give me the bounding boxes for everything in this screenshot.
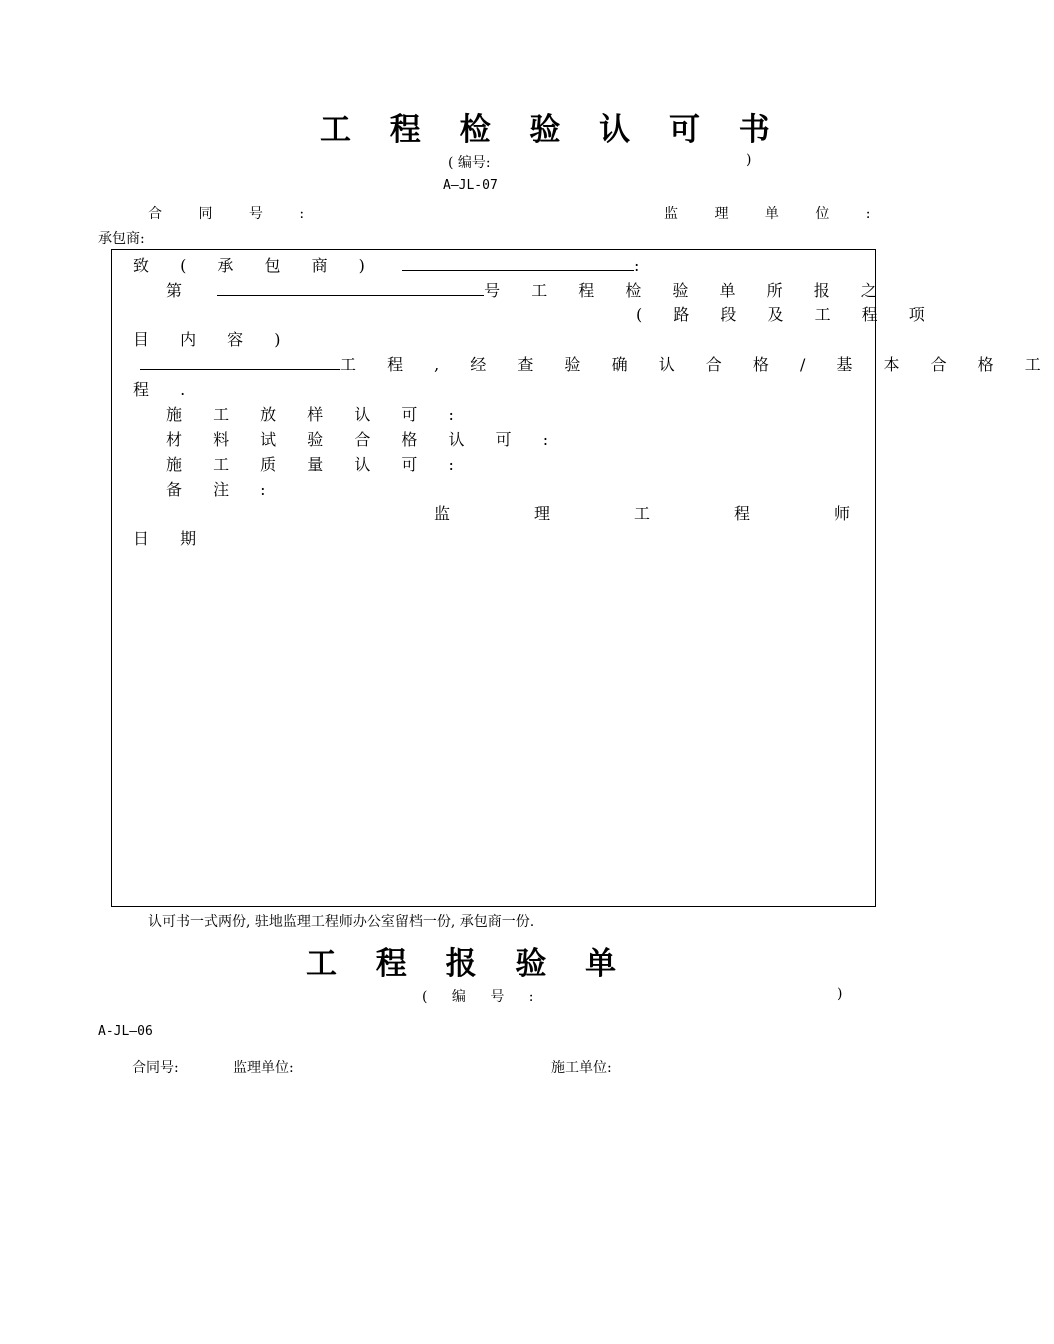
doc1-to-blank	[402, 255, 634, 271]
doc1-item-material: 材 料 试 验 合 格 认 可 :	[166, 430, 562, 449]
doc1-result-text: 工 程 , 经 查 验 确 认 合 格 / 基 本 合 格 工	[340, 355, 1054, 374]
doc1-to-prefix: 致 ( 承 包 商 )	[133, 256, 378, 275]
doc2-number-label: ( 编 号 :	[422, 989, 544, 1005]
doc1-section-cont: 目 内 容 )	[133, 330, 294, 349]
doc1-number-line	[166, 278, 890, 301]
doc1-number-close: )	[746, 152, 752, 168]
doc1-to-suffix: :	[634, 256, 653, 275]
doc1-engineer-2: 理	[534, 504, 551, 523]
doc1-project-blank	[140, 354, 340, 370]
doc1-contract-label: 合 同 号 :	[148, 206, 321, 222]
doc1-supervisor-label: 监 理 单 位 :	[664, 206, 887, 222]
doc1-remarks: 备 注 :	[166, 480, 279, 499]
doc2-title: 工 程 报 验 单	[306, 946, 631, 982]
doc1-engineer-1: 监	[434, 504, 451, 523]
doc1-no-prefix: 第	[166, 281, 196, 300]
doc2-contract-label: 合同号:	[132, 1060, 179, 1076]
doc1-to-line	[133, 253, 652, 276]
doc1-no-blank	[217, 280, 484, 296]
doc1-result-line	[140, 352, 1054, 375]
doc1-number-label: ( 编号:	[448, 155, 491, 171]
doc1-engineer-4: 程	[734, 504, 751, 523]
doc1-form-code: A—JL-07	[443, 178, 498, 193]
doc1-item-layout: 施 工 放 样 认 可 :	[166, 405, 467, 424]
doc2-form-code: A-JL—06	[98, 1024, 153, 1039]
doc1-title: 工 程 检 验 认 可 书	[320, 112, 784, 148]
doc1-date: 日 期	[133, 529, 210, 548]
doc1-result-cont: 程 .	[133, 380, 199, 399]
doc1-section-paren: ( 路 段 及 工 程 项	[636, 305, 938, 324]
doc1-no-suffix: 号 工 程 检 验 单 所 报 之	[484, 281, 890, 300]
doc2-number-close: )	[837, 986, 843, 1002]
doc2-builder-label: 施工单位:	[551, 1060, 612, 1076]
doc1-item-quality: 施 工 质 量 认 可 :	[166, 455, 467, 474]
doc1-engineer-3: 工	[634, 504, 651, 523]
doc1-engineer-5: 师	[834, 504, 851, 523]
doc2-supervisor-label: 监理单位:	[233, 1060, 294, 1076]
doc1-contractor-label: 承包商:	[98, 231, 145, 247]
doc1-footnote: 认可书一式两份, 驻地监理工程师办公室留档一份, 承包商一份.	[148, 914, 535, 930]
